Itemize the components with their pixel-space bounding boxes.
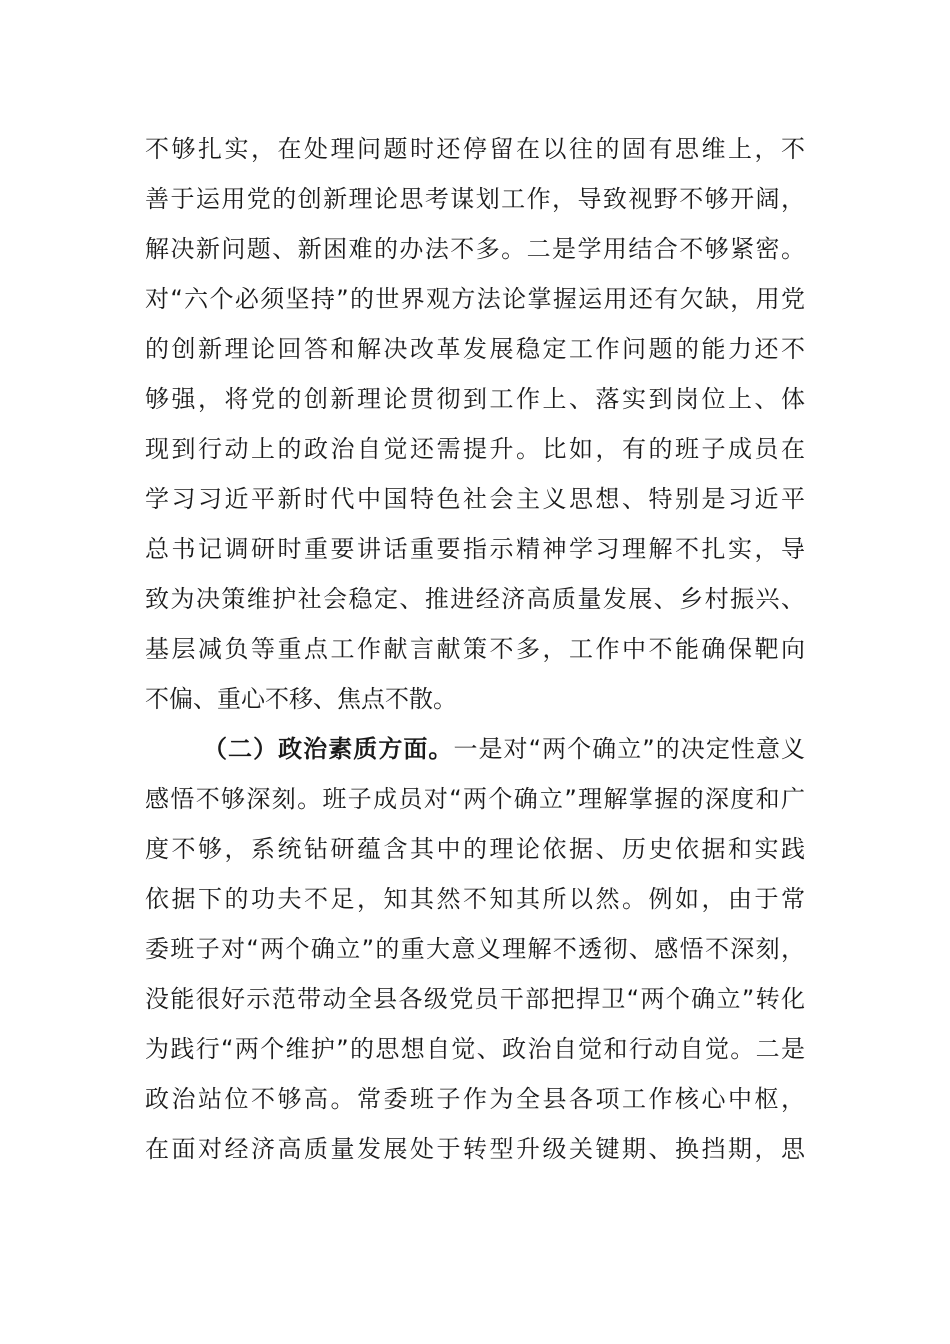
text-line: 的创新理论回答和解决改革发展稳定工作问题的能力还不 bbox=[145, 335, 805, 363]
text-span: 一是对“两个确立”的决定性意义 bbox=[453, 735, 805, 763]
text-line: 解决新问题、新困难的办法不多。二是学用结合不够紧密。 bbox=[145, 235, 805, 263]
text-line: 政治站位不够高。常委班子作为全县各项工作核心中枢， bbox=[145, 1085, 805, 1113]
text-line: 基层减负等重点工作献言献策不多，工作中不能确保靶向 bbox=[145, 635, 805, 663]
document-body bbox=[145, 124, 805, 1174]
text-line: 不够扎实，在处理问题时还停留在以往的固有思维上，不 bbox=[145, 135, 805, 163]
paragraph-2 bbox=[145, 724, 805, 1174]
text-line: 对“六个必须坚持”的世界观方法论掌握运用还有欠缺，用党 bbox=[145, 285, 805, 313]
text-line: 在面对经济高质量发展处于转型升级关键期、换挡期，思 bbox=[145, 1135, 805, 1163]
text-line: 够强，将党的创新理论贯彻到工作上、落实到岗位上、体 bbox=[145, 385, 805, 413]
text-line: 不偏、重心不移、焦点不散。 bbox=[145, 685, 457, 713]
text-line: 依据下的功夫不足，知其然不知其所以然。例如，由于常 bbox=[145, 885, 805, 913]
text-line: 委班子对“两个确立”的重大意义理解不透彻、感悟不深刻， bbox=[145, 935, 805, 963]
text-line: 致为决策维护社会稳定、推进经济高质量发展、乡村振兴、 bbox=[145, 585, 805, 613]
text-line: 善于运用党的创新理论思考谋划工作，导致视野不够开阔， bbox=[145, 185, 805, 213]
text-line: 总书记调研时重要讲话重要指示精神学习理解不扎实，导 bbox=[145, 535, 805, 563]
section-heading: （二）政治素质方面。 bbox=[203, 735, 454, 763]
text-line: 现到行动上的政治自觉还需提升。比如，有的班子成员在 bbox=[145, 435, 805, 463]
text-line: 没能很好示范带动全县各级党员干部把捍卫“两个确立”转化 bbox=[145, 985, 805, 1013]
text-line: 为践行“两个维护”的思想自觉、政治自觉和行动自觉。二是 bbox=[145, 1035, 805, 1063]
paragraph-first-line bbox=[145, 724, 805, 774]
text-line: 感悟不够深刻。班子成员对“两个确立”理解掌握的深度和广 bbox=[145, 785, 805, 813]
text-line: 学习习近平新时代中国特色社会主义思想、特别是习近平 bbox=[145, 485, 805, 513]
text-line: 度不够，系统钻研蕴含其中的理论依据、历史依据和实践 bbox=[145, 835, 805, 863]
paragraph-1 bbox=[145, 124, 805, 724]
